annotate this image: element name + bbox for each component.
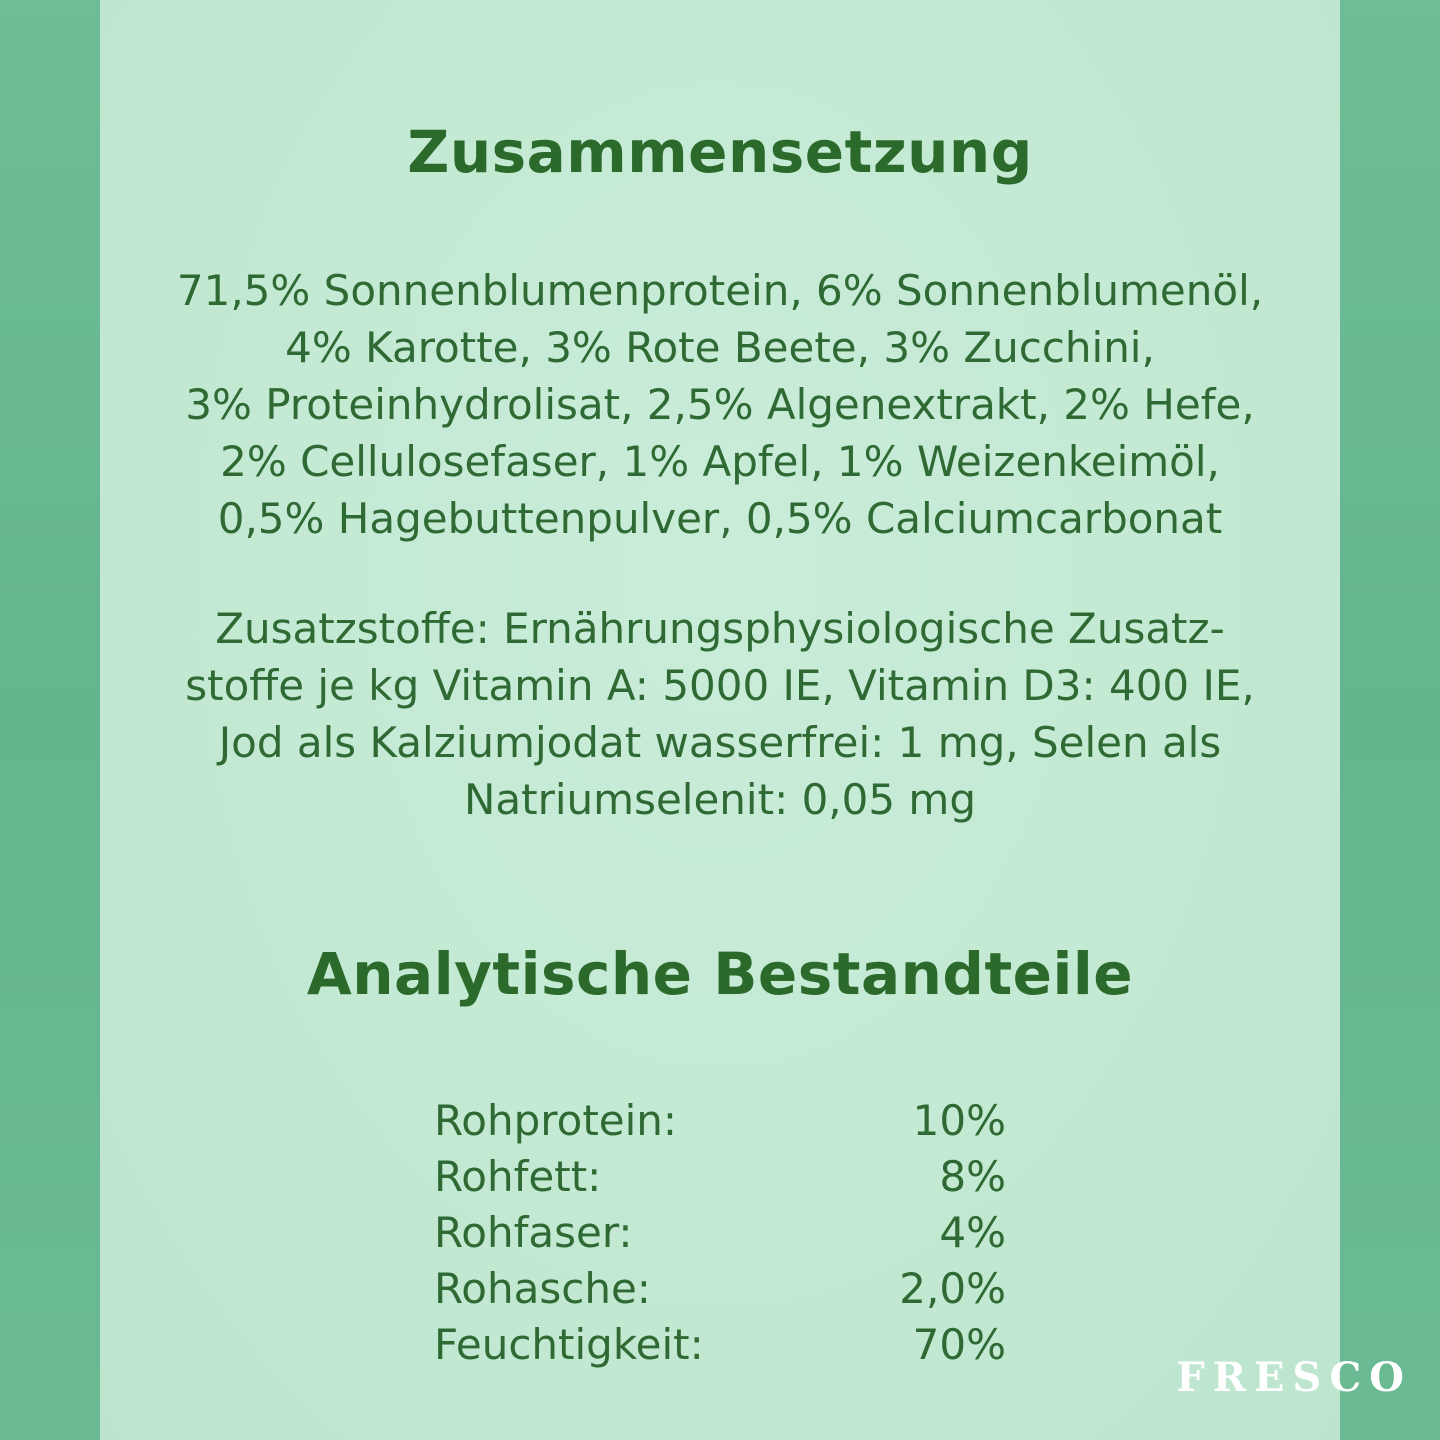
analysis-label: Rohprotein: [434,1096,678,1145]
analysis-row [434,1149,1006,1205]
right-border-stripe [1340,0,1440,1440]
ingredients-line: 3% Proteinhydrolisat, 2,5% Algenextrakt, 2% Hefe, [185,380,1255,429]
analysis-value: 8% [939,1152,1006,1201]
analysis-row [434,1093,1006,1149]
left-border-stripe [0,0,100,1440]
analysis-value: 70% [912,1320,1006,1369]
analysis-row [434,1205,1006,1261]
analysis-value: 4% [939,1208,1006,1257]
analysis-heading: Analytische Bestandteile [306,940,1134,1008]
fresco-logo: FRESCO [1176,1354,1412,1401]
analysis-label: Feuchtigkeit: [434,1320,704,1369]
ingredients-line: 71,5% Sonnenblumenprotein, 6% Sonnenblumenöl, [176,266,1264,315]
analysis-label: Rohfett: [434,1152,602,1201]
analysis-label: Rohfaser: [434,1208,633,1257]
ingredients-paragraph [140,262,1300,547]
composition-heading: Zusammensetzung [407,118,1033,186]
analysis-value: 10% [912,1096,1006,1145]
ingredients-line: 4% Karotte, 3% Rote Beete, 3% Zucchini, [285,323,1155,372]
additives-line: stoffe je kg Vitamin A: 5000 IE, Vitamin D3: 400 IE, [185,661,1255,710]
analysis-row [434,1317,1006,1373]
additives-line: Natriumselenit: 0,05 mg [463,775,977,824]
analysis-value: 2,0% [899,1264,1006,1313]
additives-paragraph [140,600,1300,828]
additives-line: Jod als Kalziumjodat wasserfrei: 1 mg, Selen als [218,718,1222,767]
analysis-label: Rohasche: [434,1264,651,1313]
analysis-table [434,1093,1006,1373]
ingredients-line: 2% Cellulosefaser, 1% Apfel, 1% Weizenkeimöl, [220,437,1220,486]
analysis-row [434,1261,1006,1317]
additives-line: Zusatzstoffe: Ernährungsphysiologische Zusatz- [215,604,1225,653]
ingredients-line: 0,5% Hagebuttenpulver, 0,5% Calciumcarbonat [217,494,1223,543]
content-panel [100,0,1340,1440]
